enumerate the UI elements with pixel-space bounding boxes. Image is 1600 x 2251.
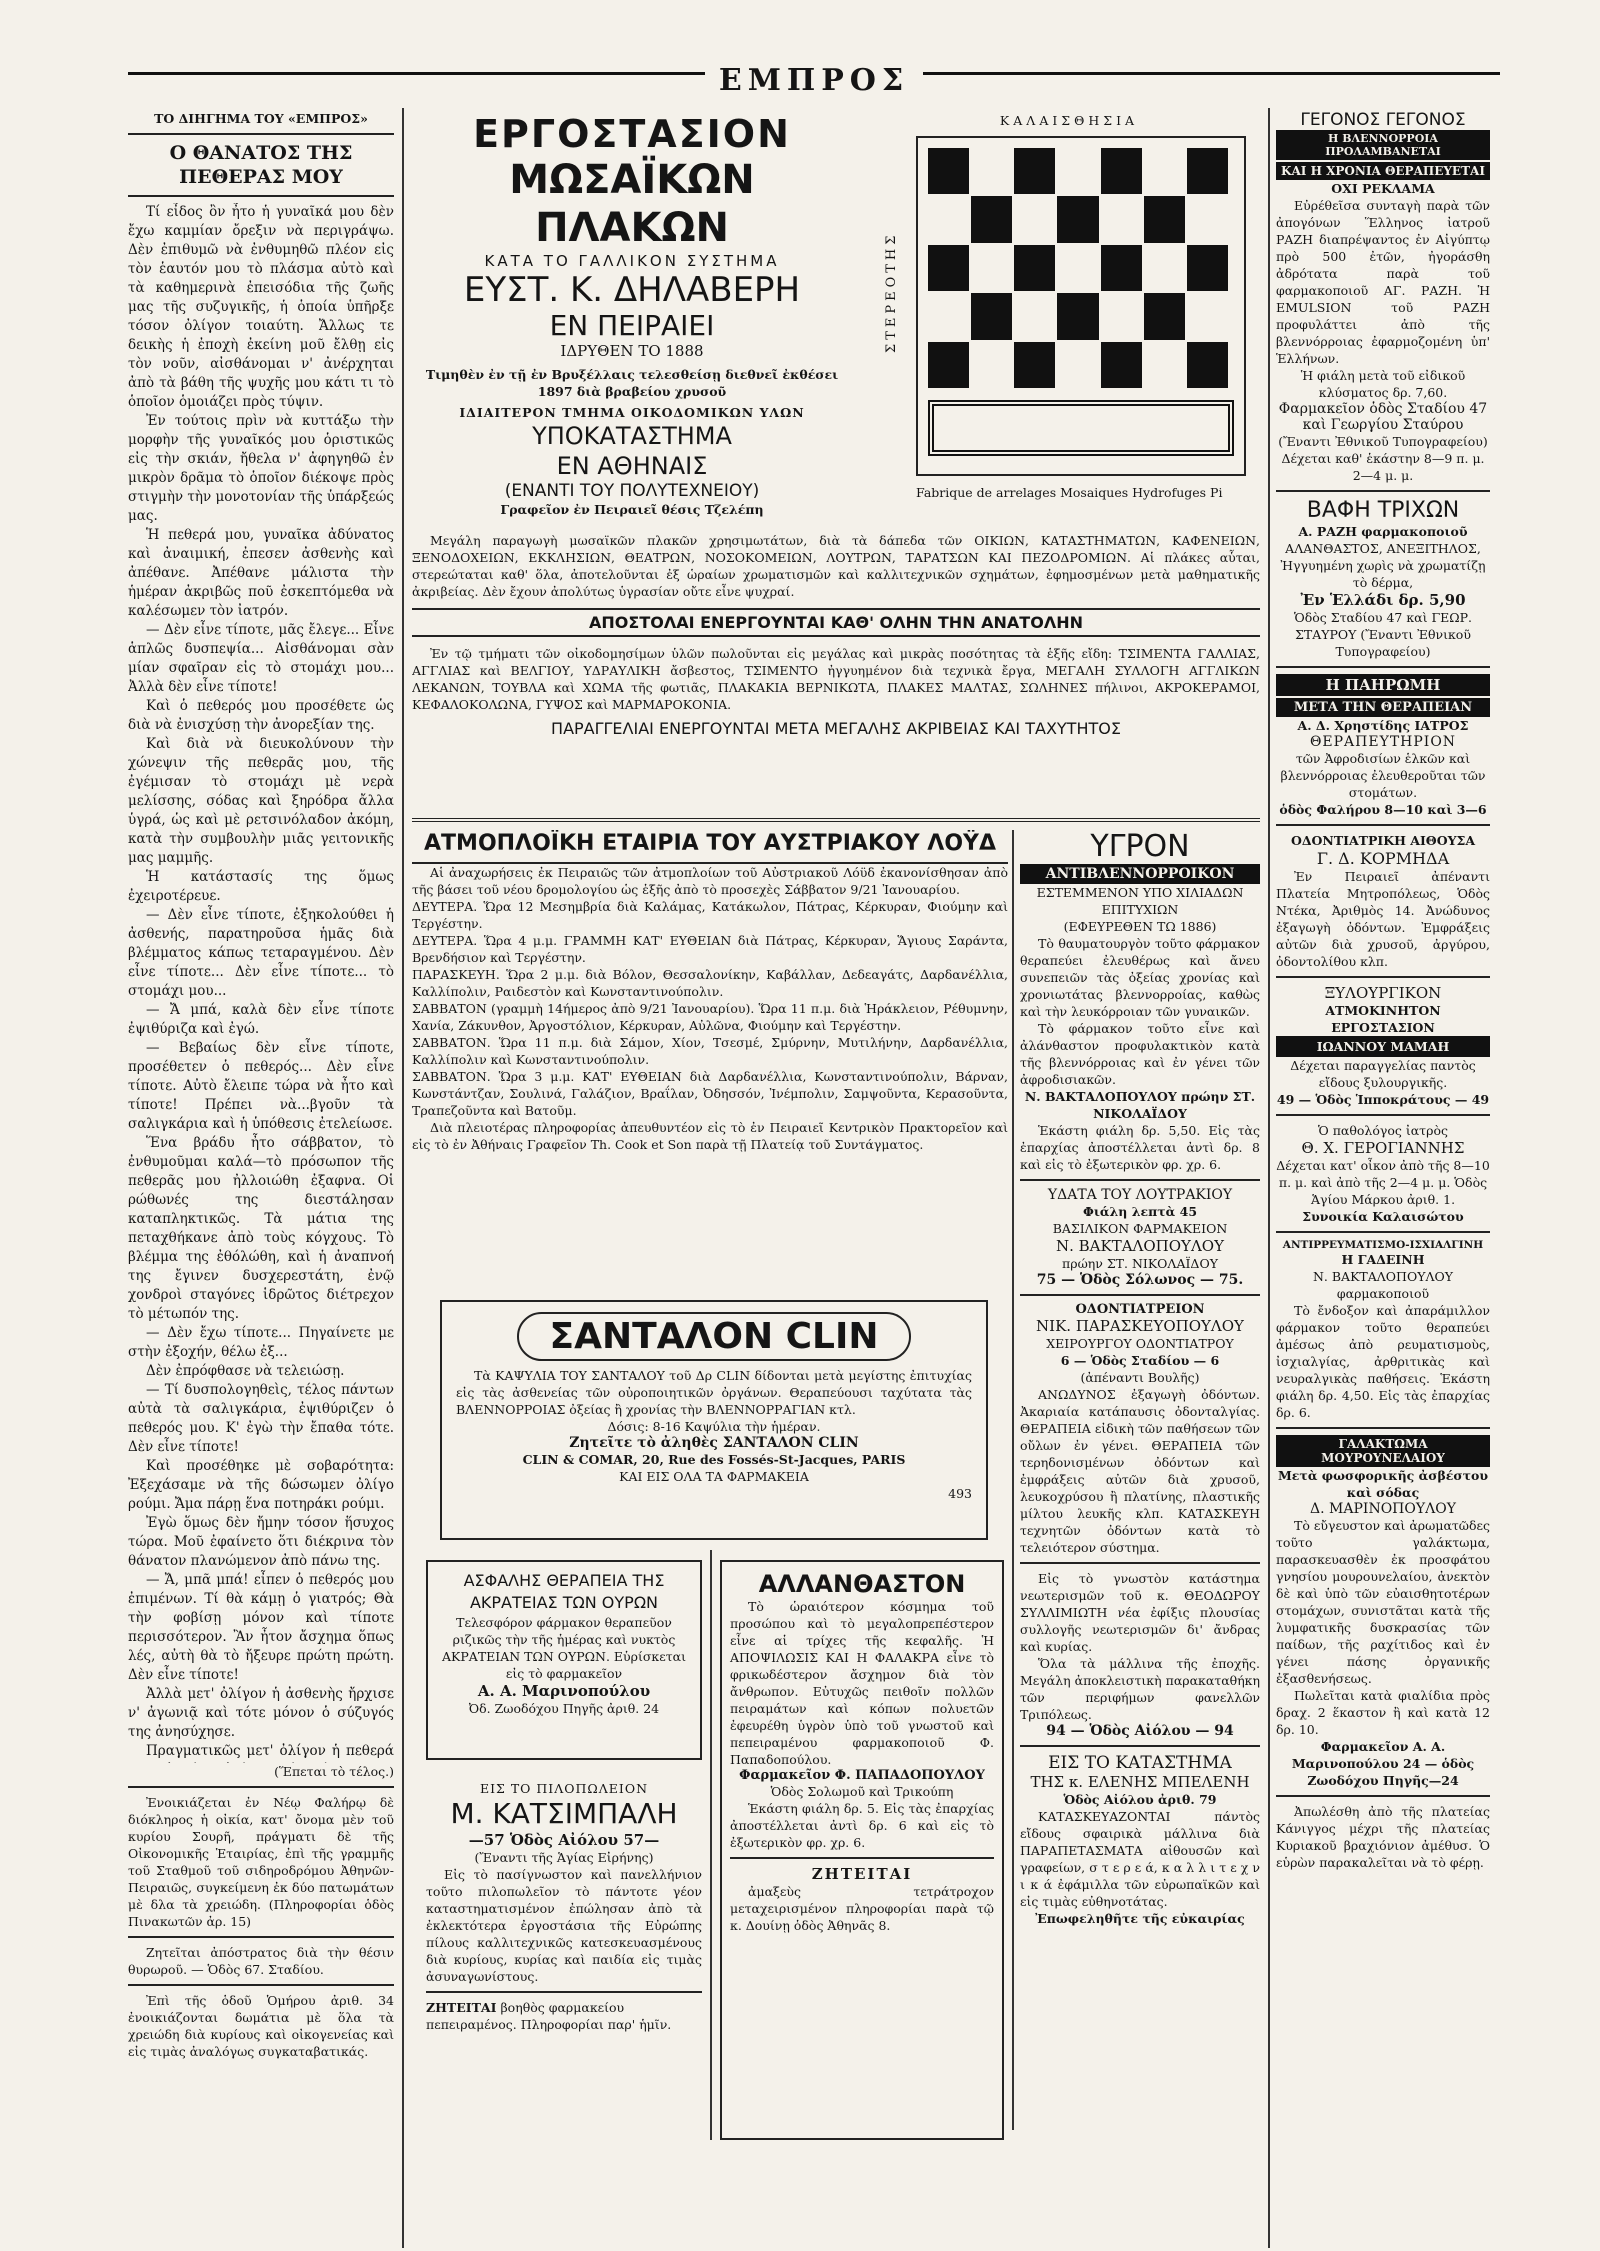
ygron-text-2: Τὸ φάρμακον τοῦτο εἶνε καὶ ἀλάνθαστον προφυλακτικὸν κατὰ τῆς βλεννόρροιας καὶ ἐν γένει τῶν ἀφροδισιακῶν. — [1020, 1021, 1260, 1087]
raze-address: Φαρμακεῖον ὁδὸς Σταδίου 47 καὶ Γεωργίου Σταύρου — [1278, 401, 1488, 433]
story-paragraph: Ἐγὼ ὅμως δὲν ἤμην τόσον ἥσυχος τώρα. Μοῦ ἐφαίνετο ὅτι διέκρινα τὸν θάνατον πλανώμενον ἀπὸ πάνω της. — [128, 1515, 394, 1569]
mosaic-system: ΚΑΤΑ ΤΟ ΓΑΛΛΙΚΟΝ ΣΥΣΤΗΜΑ — [484, 252, 780, 270]
anti-name: Ν. ΒΑΚΤΑΛΟΠΟΥΛΟΥ φαρμακοποιοῦ — [1312, 1269, 1453, 1301]
story-paragraph: Δὲν ἐπρόφθασε νὰ τελειώσῃ. — [146, 1363, 345, 1379]
want-text: βοηθὸς φαρμακείου πεπειραμένος. Πληροφορίαι παρ' ἡμῖν. — [426, 2000, 672, 2032]
column-rule — [1012, 830, 1014, 2130]
anti-text: Τὸ ἔνδοξον καὶ ἀπαράμιλλον φάρμακον τοῦτο θεραπεύει ἀμέσως ἀπὸ ρευματισμοὺς, ἰσχιαλγίας, ἀρθριτικὰς καὶ νευραλγικὰς παθήσεις. Ἑκάστη φιάλη δρ. 4,50. Εἰς τὰς ἐπαρχίας δρ. 6. — [1276, 1303, 1490, 1420]
mosaic-office: Γραφεῖον ἐν Πειραιεῖ θέσις Τζελέπη — [500, 502, 764, 517]
mosaic-opposite: (ΕΝΑΝΤΙ ΤΟΥ ΠΟΛΥΤΕΧΝΕΙΟΥ) — [504, 481, 760, 501]
alanth-ad — [720, 1560, 1004, 2140]
classified-ad: Ἐπὶ τῆς ὁδοῦ Ὁμήρου ἀριθ. 34 ἐνοικιάζονται δωμάτια μὲ ὅλα τὰ χρειώδη διὰ κυρίους καὶ οἰκογενείας καὶ εἰς τιμὰς ἀναλόγως συγκαταβατικάς. — [128, 1993, 394, 2059]
kormida-heading: ΟΔΟΝΤΙΑΤΡΙΚΗ ΑΙΘΟΥΣΑ — [1290, 833, 1476, 848]
water-price: Φιάλη λεπτὰ 45 — [1082, 1204, 1198, 1219]
anti-sub: Η ΓΑΔΕΙΝΗ — [1341, 1252, 1425, 1267]
story-paragraph: Καὶ διὰ νὰ διευκολύνουν τὴν χώνεψιν τῆς πεθερᾶς μου, τῆς ἐγέμισαν τὸ στομάχι μὲ νερὰ μελίσσης, σόδας καὶ ξηρόδρα ἄλλα ὑγρά, ὡς καὶ μὲ ρετσινόλαδον ἀκόμη, κατὰ τὴν συμβουλὴν μιᾶς γειτονικῆς μας μαμμῆς. — [128, 736, 394, 866]
lloyd-note: Διὰ πλειοτέρας πληροφορίας ἀπευθυντέον εἰς τὸ ἐν Πειραιεῖ Κεντρικὸν Πρακτορεῖον καὶ εἰς τὸ ἐν Ἀθήναις Γραφεῖον Th. Cook et Son παρὰ τῇ Πλατείᾳ τοῦ Συντάγματος. — [412, 1120, 1008, 1152]
mpeleni-name: ΤΗΣ κ. ΕΛΕΝΗΣ ΜΠΕΛΕΝΗ — [1030, 1773, 1250, 1791]
story-body — [128, 203, 394, 1763]
acrateia-text: Τελεσφόρον φάρμακον θεραπεῦον ριζικῶς τὴν τῆς ἡμέρας καὶ νυκτὸς ΑΚΡΑΤΕΙΑΝ ΤΩΝ ΟΥΡΩΝ. Εὑρίσκεται εἰς τὸ φαρμακεῖον — [442, 1615, 686, 1681]
lloyd-line: ΣΑΒΒΑΤΟΝ. Ὥρα 11 π.μ. διὰ Σάμον, Χίον, Τσεσμέ, Σμύρνην, Μυτιλήνην, Δαρδανέλλια, Καλλίπολιν καὶ Κωνσταντινούπολιν. — [412, 1035, 1008, 1067]
acrateia-name: Α. Α. Μαρινοπούλου — [477, 1682, 651, 1700]
water-name: Ν. ΒΑΚΤΑΛΟΠΟΥΛΟΥ — [1055, 1237, 1224, 1255]
dye-name: Α. ΡΑΖΗ φαρμακοποιοῦ — [1298, 524, 1468, 539]
santal-genuine: Ζητεῖτε τὸ ἀληθὲς ΣΑΝΤΑΛΟΝ CLIN — [569, 1435, 859, 1451]
ygron-maker: Ν. ΒΑΚΤΑΛΟΠΟΥΛΟΥ πρώην ΣΤ. ΝΙΚΟΛΑΪΔΟΥ — [1024, 1089, 1256, 1121]
gerog-foot: Συνοικία Καλαισώτου — [1302, 1209, 1464, 1224]
lloyd-line: ΣΑΒΒΑΤΟΝ. Ὥρα 3 μ.μ. ΚΑΤ' ΕΥΘΕΙΑΝ διὰ Δαρδανέλλια, Κωνσταντινούπολιν, Βάρναν, Κωνστάντζαν, Σουλινά, Γαλάζιον, Βραΐλαν, Ὀδησσόν, Ἰνέμπολιν, Σαμψοῦντα, Κερασοῦντα, Τραπεζοῦντα καὶ Βατοῦμ. — [412, 1069, 1008, 1118]
sylaimiotis-text: Εἰς τὸ γνωστὸν κατάστημα νεωτερισμῶν τοῦ κ. ΘΕΟΔΩΡΟΥ ΣΥΛΛΙΜΙΩΤΗ νέα ἐφίξις πλουσίας συλλογῆς νεωτερισμῶν δι' ἄνδρας καὶ κυρίας. — [1020, 1571, 1260, 1654]
santal-sold: ΚΑΙ ΕΙΣ ΟΛΑ ΤΑ ΦΑΡΜΑΚΕΙΑ — [619, 1469, 809, 1484]
story-paragraph: — Δὲν εἶνε τίποτε, ἐξηκολούθει ἡ ἀσθενής, παρατηροῦσα ἡμᾶς διὰ βλέμματος κάπως τεταραγμένου. Δὲν εἶνε τίποτε... Δὲν εἶνε τίποτε... τὸ στομάχι μου... — [128, 907, 394, 999]
story-title: Ο ΘΑΝΑΤΟΣ ΤΗΣ ΠΕΘΕΡΑΣ ΜΟΥ — [169, 142, 353, 188]
cure-address: ὁδὸς Φαλήρου 8—10 καὶ 3—6 — [1279, 802, 1487, 817]
story-paragraph: — Βεβαίως δὲν εἶνε τίποτε, προσέθετεν ὁ πεθερός... Δὲν εἶνε τίποτε. Αὐτὸ ἔλειπε τώρα νὰ ἦτο καὶ τίποτε! Πρέπει νὰ...βγοῦν τὰ σαλιγκάρια καὶ ἡ ὑπόθεσις ἐτελείωσε. — [128, 1040, 394, 1132]
galakt-address: Φαρμακεῖον Α. Α. Μαρινοπούλου 24 — ὁδὸς Ζωοδόχου Πηγῆς—24 — [1291, 1739, 1475, 1788]
mosaic-award: Τιμηθὲν ἐν τῇ ἐν Βρυξέλλαις τελεσθείσῃ διεθνεῖ ἐκθέσει 1897 διὰ βραβείου χρυσοῦ — [425, 367, 839, 399]
lloyd-line: ΔΕΥΤΕΡΑ. Ὥρα 12 Μεσημβρία διὰ Καλάμας, Κατάκωλον, Πάτρας, Κέρκυραν, Φιούμην καὶ Τεργέστην. — [412, 899, 1008, 931]
dye-text: Ἠγγυημένη χωρὶς νὰ χρωματίζῃ τὸ δέρμα, — [1280, 558, 1486, 590]
cure-title-2: ΜΕΤΑ ΤΗΝ ΘΕΡΑΠΕΙΑΝ — [1276, 698, 1490, 717]
cure-name: Α. Δ. Χρηστίδης ΙΑΤΡΟΣ — [1297, 718, 1469, 733]
mosaic-footer: ΠΑΡΑΓΓΕΛΙΑΙ ΕΝΕΡΓΟΥΝΤΑΙ ΜΕΤΑ ΜΕΓΑΛΗΣ ΑΚΡΙΒΕΙΑΣ ΚΑΙ ΤΑΧΥΤΗΤΟΣ — [551, 719, 1121, 738]
mosaic-founded: ΙΔΡΥΘΕΝ ΤΟ 1888 — [560, 342, 704, 360]
story-paragraph: — Ἄ μπά, καλὰ δὲν εἶνε τίποτε ἐψιθύριζα καὶ ἐγώ. — [128, 1002, 394, 1037]
water-where: ΒΑΣΙΛΙΚΟΝ ΦΑΡΜΑΚΕΙΟΝ — [1052, 1221, 1228, 1236]
ygron-year: (ΕΦΕΥΡΕΘΕΝ ΤΩ 1886) — [1063, 919, 1217, 934]
mosaic-city: ΕΝ ΑΘΗΝΑΙΣ — [556, 452, 708, 480]
katsimpali-name: Μ. ΚΑΤΣΙΜΠΑΛΗ — [450, 1797, 678, 1830]
katsimpali-pre: ΕΙΣ ΤΟ ΠΙΛΟΠΩΛΕΙΟΝ — [479, 1781, 649, 1796]
column-rule — [402, 108, 404, 2248]
alanth-text: Τὸ ὡραιότερον κόσμημα τοῦ προσώπου καὶ τὸ μεγαλοπρεπέστερον εἶνε αἱ τρίχες τῆς κεφαλῆς. Ἡ ΑΠΟΨΙΛΩΣΙΣ ΚΑΙ Η ΦΑΛΑΚΡΑ εἶνε τὸ φρικωδέστερον ἄσχημον διὰ τὸν ἄνθρωπον. Εὐτυχῶς πειθοῖν πολλῶν πειραμάτων καὶ κόπων πολυετῶν ἐφευρέθη ὑγρὸν ὑπὸ τοῦ γνωστοῦ καὶ πεπειραμένου φαρμακοποιοῦ Φ. Παπαδοπούλου. — [730, 1599, 994, 1767]
classified-ad: Ζητεῖται ἀπόστρατος διὰ τὴν θέσιν θυρωροῦ. — Ὁδὸς 67. Σταδίου. — [128, 1945, 394, 1977]
ygron-title-2: ΑΝΤΙΒΛΕΝΝΟΡΡΟΙΚΟΝ — [1020, 864, 1260, 884]
galakt-text: Τὸ εὔγευστον καὶ ἀρωματῶδες τοῦτο γαλάκτωμα, παρασκευασθὲν ἐκ προσφάτου γνησίου μουρουνελαίου, ἀνεκτὸν δὲ καὶ ὑπὸ τῶν εὐαισθητοτέρων στομάχων, συνιστᾶται κατὰ τῆς λυμφατικῆς δυσκρασίας τῶν παίδων, τῆς ραχίτιδος καὶ ἐν γένει πάσης ὀργανικῆς ἐξασθενήσεως. — [1276, 1518, 1490, 1686]
mpeleni-foot: Ἐπωφεληθῆτε τῆς εὐκαιρίας — [1035, 1911, 1245, 1926]
mosaic-location: ΕΝ ΠΕΙΡΑΙΕΙ — [549, 309, 715, 342]
ygron-title: ΥΓΡΟΝ — [1090, 830, 1190, 864]
ygron-price: Ἑκάστη φιάλη δρ. 5,50. Εἰς τὰς ἐπαρχίας ἀποστέλλεται ἀντὶ δρ. 8 καὶ εἰς τὸ ἐξωτερικὸν φρ. χρ. 6. — [1020, 1123, 1260, 1172]
story-paragraph: Τί εἶδος ὂν ἦτο ἡ γυναῖκά μου δὲν ἔχω καμμίαν ὄρεξιν νὰ περιγράψω. Δὲν ἐπιθυμῶ νὰ ἐνθυμηθῶ πλέον εἰς τὸν ἑαυτόν μου τὸ πλάσμα αὐτὸ καὶ τὰ καθημερινὰ ἐπεισόδια τῆς ζωῆς μας τῆς συζυγικῆς, ἡ ὁποία ὑπῆρξε τόσον ὀλίγον τοιαύτη. Ἄλλως τε δεικὴς ἡ ἐποχὴ ἐκείνη μοῦ ἔλθῃ εἰς τὸν νοῦν, αἰσθάνομαι ν' ἀνέρχηται ἀπὸ τὰ βάθη τῆς ψυχῆς μου κάτι τι τὸ ὁποῖον ὁμοιάζει πρὸς τύψιν. — [128, 204, 394, 410]
water-title: ΥΔΑΤΑ ΤΟΥ ΛΟΥΤΡΑΚΙΟΥ — [1047, 1187, 1233, 1203]
column-rule — [710, 1550, 712, 2140]
alanth-title: ΑΛΛΑΝΘΑΣΤΟΝ — [758, 1570, 966, 1598]
dye-address: Ὁδὸς Σταδίου 47 καὶ ΓΕΩΡ. ΣΤΑΥΡΟΥ (Ἔναντι Ἐθνικοῦ Τυπογραφείου) — [1293, 610, 1473, 659]
mosaic-image-side-label: ΣΤΕΡΕΟΤΗΣ — [884, 231, 899, 353]
dentist-name: ΝΙΚ. ΠΑΡΑΣΚΕΥΟΠΟΥΛΟΥ — [1036, 1317, 1244, 1335]
ygron-column — [1020, 830, 1260, 2140]
masthead-rule — [128, 63, 1500, 101]
right-h2: Η ΒΛΕΝΝΟΡΡΟΙΑ ΠΡΟΛΑΜΒΑΝΕΤΑΙ — [1276, 130, 1490, 160]
kormida-name: Γ. Δ. ΚΟΡΜΗΔΑ — [1316, 849, 1450, 868]
xyl-sub: ΑΤΜΟΚΙΝΗΤΟΝ ΕΡΓΟΣΤΑΣΙΟΝ — [1325, 1003, 1441, 1035]
alanth-price: Ἑκάστη φιάλη δρ. 5. Εἰς τὰς ἐπαρχίας ἀποστέλλεται ἀντὶ δρ. 6 καὶ εἰς τὸ ἐξωτερικὸν φρ. χρ. 6. — [730, 1801, 994, 1850]
mosaic-image-label: ΚΑΛΑΙΣΘΗΣΙΑ — [999, 113, 1139, 128]
dye-sub: ΑΛΑΝΘΑΣΤΟΣ, ΑΝΕΞΙΤΗΛΟΣ, — [1285, 541, 1481, 556]
story-paragraph: Ἀλλὰ μετ' ὀλίγον ἡ ἀσθενὴς ἤρχισε ν' ἀγωνιᾷ καὶ τότε μόνον ὁ σύζυγός της ἀνησύχησε. — [128, 1686, 394, 1740]
story-paragraph: Ἕνα βράδυ ἦτο σάββατον, τὸ ἐνθυμοῦμαι καλά—τὸ πρόσωπον τῆς πεθερᾶς μου ἠλλοιώθη ἐξαφνα. Οἱ ρώθωνές της διεστάλησαν καταπληκτικῶς. Τὰ μάτια της πεταχθήκανε ἀπὸ τοὺς κόγχους. Τὸ βλέμμα της ἐθόλώθη, καὶ ἡ ἀναπνοή της ἔγινεν δυσχερεστάτη, ἐνῷ χονδροὶ σταγόνες ἱδρῶτος διέτρεχον τὸ μέτωπόν της. — [128, 1135, 394, 1322]
dentist-address: 6 — Ὁδὸς Σταδίου — 6 — [1060, 1353, 1220, 1368]
right-h3: ΚΑΙ Η ΧΡΟΝΙΑ ΘΕΡΑΠΕΥΕΤΑΙ — [1276, 162, 1490, 180]
cure-title: Η ΠΑΗΡΩΜΗ — [1276, 674, 1490, 696]
sylaimiotis-address: 94 — Ὁδὸς Αἰόλου — 94 — [1046, 1723, 1234, 1739]
right-h4: ΟΧΙ ΡΕΚΛΑΜΑ — [1331, 181, 1435, 196]
gerog-text: Δέχεται κατ' οἶκον ἀπὸ τῆς 8—10 π. μ. καὶ ἀπὸ τῆς 2—4 μ. μ. Ὁδὸς Ἁγίου Μάρκου ἀριθ. 1. — [1276, 1158, 1490, 1207]
galakt-heading: ΓΑΛΑΚΤΩΜΑ ΜΟΥΡΟΥΝΕΛΑΙΟΥ — [1276, 1435, 1490, 1467]
santal-ad — [440, 1300, 988, 1540]
tile-pattern — [916, 136, 1246, 476]
xyl-heading: ΞΥΛΟΥΡΓΙΚΟΝ — [1324, 984, 1442, 1002]
santal-address: CLIN & COMAR, 20, Rue des Fossés-St-Jacques, PARIS — [522, 1452, 906, 1467]
story-continued: (Ἕπεται τὸ τέλος.) — [274, 1764, 394, 1779]
mosaic-owner: ΕΥΣΤ. Κ. ΔΗΛΑΒΕΡΗ — [463, 270, 801, 310]
katsimpali-address: —57 Ὁδὸς Αἰόλου 57— — [468, 1831, 660, 1849]
raze-hours: Δέχεται καθ' ἑκάστην 8—9 π. μ. 2—4 μ. μ. — [1281, 451, 1485, 483]
column-story — [128, 110, 394, 2250]
lloyd-line: ΣΑΒΒΑΤΟΝ (γραμμὴ 14ήμερος ἀπὸ 9/21 Ἰανουαρίου). Ὥρα 11 π.μ. διὰ Ἡράκλειον, Ρέθυμνην, Χανία, Ζάκυνθον, Ἀργοστόλιον, Κέρκυραν, Αὐλῶνα, Φιούμην καὶ Τεργέστην. — [412, 1001, 1008, 1033]
lloyd-ad — [412, 830, 1008, 1280]
story-paragraph: Πραγματικῶς μετ' ὀλίγον ἡ πεθερά — [146, 1743, 394, 1759]
xyl-address: 49 — Ὁδὸς Ἱπποκράτους — 49 — [1276, 1092, 1490, 1107]
xyl-text: Δέχεται παραγγελίας παντὸς εἴδους ξυλουργικῆς. — [1290, 1058, 1476, 1090]
story-paragraph: Ἡ πεθερά μου, γυναῖκα ἀδύνατος καὶ ἀναιμική, ἐπεσεν ἀσθενὴς καὶ ἀπέθανε. Ἀπέθανε μάλιστα τὴν ἡμέραν ἀκριβῶς ποῦ ἐσκεπτόμεθα νὰ καλέσωμεν τὸν ἰατρόν. — [128, 527, 394, 619]
cure-text: τῶν Ἀφροδισίων ἑλκῶν καὶ βλεννόρροιας ἐλευθεροῦται τῶν στομάτων. — [1280, 751, 1486, 800]
acrateia-ad — [426, 1560, 702, 1760]
raze-text: Εὐρέθεῖσα συνταγὴ παρὰ τῶν ἀπογόνων Ἕλληνος ἰατροῦ ΡΑΖΗ διαπρέψαντος ἐν Αἰγύπτῳ πρὸ 500 ἐτῶν, ἠγοράσθη ἀδρότατα παρὰ τοῦ φαρμακοποιοῦ ΑΓ. ΡΑΖΗ. Ἡ EMULSION τοῦ ΡΑΖΗ προφυλάττει ἀπὸ τῆς βλεννόρροιας ἐφαρμοζομένη ὑπ' Ἑλλήνων. — [1276, 198, 1490, 366]
lloyd-line: ΠΑΡΑΣΚΕΥΗ. Ὥρα 2 μ.μ. διὰ Βόλον, Θεσσαλονίκην, Καβάλλαν, Δεδεαγάτς, Δαρδανέλλια, Καλλίπολιν, Ραιδεστὸν καὶ Κωνσταντινούπολιν. — [412, 967, 1008, 999]
gerog-name: Θ. Χ. ΓΕΡΟΓΙΑΝΝΗΣ — [1301, 1139, 1465, 1157]
dentist-heading: ΟΔΟΝΤΙΑΤΡΕΙΟΝ — [1075, 1302, 1205, 1317]
galakt-price: Πωλεῖται κατὰ φιαλίδια πρὸς δραχ. 2 ἕκαστον ἢ καὶ κατὰ 12 δρ. 10. — [1276, 1688, 1490, 1737]
mosaic-banner: ΑΠΟΣΤΟΛΑΙ ΕΝΕΡΓΟΥΝΤΑΙ ΚΑΘ' ΟΛΗΝ ΤΗΝ ΑΝΑΤΟΛΗΝ — [412, 608, 1260, 637]
story-paragraph: — Ἄ, μπᾶ μπά! εἶπεν ὁ πεθερός μου ἐπιμένων. Τί θὰ κάμῃ ὁ γιατρός; Θὰ τὴν φοβίσῃ μόνον καὶ τίποτε περισσότερον. Ἂν ἦτον ἄσχημα ὅπως λές, αὐτὴ θὰ τὸ ἤξευρε πρώτη πρώτη. Δὲν εἶνε τίποτε! — [128, 1572, 394, 1683]
santal-text: Τὰ ΚΑΨΥΛΙΑ ΤΟΥ ΣΑΝΤΑΛΟΥ τοῦ Δρ CLIN δίδονται μετὰ μεγίστης ἐπιτυχίας εἰς τὰς ἀσθενείας τῶν οὐροποιητικῶν ὀργάνων. Θεραπεύουσι ταχύτατα τὰς ΒΛΕΝΝΟΡΡΟΙΑΣ ὀξείας ἢ χρονίας τὴν ΒΛΕΝΝΟΡΡΑΓΙΑΝ κτλ. — [456, 1368, 972, 1417]
story-paragraph: Καὶ ὁ πεθερός μου προσέθετε ὡς διὰ νὰ ἐνισχύσῃ τὴν ἀνορεξίαν της. — [128, 698, 394, 733]
story-paragraph: Ἐν τούτοις πρὶν νὰ κυττάξω τὴν μορφὴν τῆς γυναῖκός μου ὁριστικῶς εἰς τὴν σκιάν, ἤθελα ν' ἀφηγηθῶ ἐν μικρὸν δρᾶμα τὸ ὁποῖον διέκοψε πρὸς στιγμὴν τὴν μονοτονίαν τῆς ὑπάρξεώς μας. — [128, 413, 394, 524]
mosaic-image-caption: Fabrique de arrelages Mosaiques Hydrofuges Pi — [916, 485, 1223, 500]
santal-dose: Δόσις: 8-16 Καψύλια τὴν ἡμέραν. — [607, 1419, 821, 1434]
lloyd-intro: Αἱ ἀναχωρήσεις ἐκ Πειραιῶς τῶν ἀτμοπλοίων τοῦ Αὐστριακοῦ Λόϋδ ἐκανονίσθησαν ἀπὸ τῆς βάσει τοῦ νέου δρομολογίου ὡς ἑξῆς ἀπὸ τὸ προσεχὲς Σάββατον 9/21 Ἰανουαρίου. — [412, 865, 1008, 897]
story-paragraph: — Δὲν εἶνε τίποτε, μᾶς ἔλεγε... Εἶνε ἁπλῶς δυσπεψία... Αἰσθάνομαι σὰν μίαν σφαῖραν εἰς τὸ στομάχι μου... Ἀλλὰ δὲν εἶνε τίποτε! — [128, 622, 394, 695]
mosaic-body: Μεγάλη παραγωγὴ μωσαϊκῶν πλακῶν χρησιμωτάτων, διὰ τὰ δάπεδα τῶν ΟΙΚΙΩΝ, ΚΑΤΑΣΤΗΜΑΤΩΝ, ΚΑΦΕΝΕΙΩΝ, ΞΕΝΟΔΟΧΕΙΩΝ, ΕΚΚΛΗΣΙΩΝ, ΘΕΑΤΡΩΝ, ΝΟΣΟΚΟΜΕΙΩΝ, ΛΟΥΤΡΩΝ, ΤΑΡΑΤΣΩΝ ΚΑΙ ΠΕΖΟΔΡΟΜΙΩΝ. Αἱ πλάκες αὗται, στερεώταται καθ' ὅλα, ἀποτελοῦνται ἐξ ὡραίων χρωματισμῶν καὶ καλλιτεχνικῶν σχημάτων, ἐφημοσμένων μετὰ μαθηματικῆς ἀκριβείας. Δὲν ἔχουν ἀπολύτως ὑγρασίαν οὔτε εἶνε ψυχραί. — [412, 533, 1260, 599]
section-rule — [412, 818, 1260, 822]
lost-notice: Ἀπωλέσθη ἀπὸ τῆς πλατείας Κάνιγγος μέχρι τῆς πλατείας Κυριακοῦ βραχιόνιον ἀμέθυσ. Ὁ εὑρὼν παρακαλεῖται νὰ τὸ φέρῃ. — [1276, 1804, 1490, 1870]
story-kicker: ΤΟ ΔΙΗΓΗΜΑ ΤΟΥ «ΕΜΠΡΟΣ» — [154, 111, 368, 126]
mosaic-image — [884, 112, 1254, 512]
right-h1: ΓΕΓΟΝΟΣ ΓΕΓΟΝΟΣ — [1300, 110, 1466, 130]
water-address: 75 — Ὁδὸς Σόλωνος — 75. — [1036, 1272, 1244, 1288]
ygron-text: Τὸ θαυματουργὸν τοῦτο φάρμακον θεραπεύει ἐλευθέρως καὶ ἄνευ συνεπειῶν τὰς ὀξείας χρονίας καὶ χρονιωτάτας βλεννορροίας, καθὼς καὶ τὴν λευκόρροιαν τῶν γυναικῶν. — [1020, 936, 1260, 1019]
sylaimiotis-text-2: Ὅλα τὰ μάλλινα τῆς ἐποχῆς. Μεγάλη ἀποκλειστικὴ παρακαταθήκη τῶν περιφήμων φανελλῶν Τριπόλεως. — [1020, 1656, 1260, 1722]
santal-number: 493 — [948, 1486, 972, 1501]
dentist-sub: (ἀπέναντι Βουλῆς) — [1080, 1370, 1200, 1385]
cure-sub: ΘΕΡΑΠΕΥΤΗΡΙΟΝ — [1309, 734, 1457, 750]
dentist-text: ΑΝΩΔΥΝΟΣ ἐξαγωγὴ ὀδόντων. Ἀκαριαία κατάπαυσις ὀδονταλγίας. ΘΕΡΑΠΕΙΑ εἰδικὴ τῶν παθήσεων τῶν οὔλων ἐν γένει. ΘΕΡΑΠΕΙΑ τῶν τερηδονισμένων ὀδόντων καὶ ἐμφράξεις αὐτῶν διὰ χρυσοῦ, λευκοχρύσου ἢ πλατίνης, πλαστικῆς μίλτου λευκῆς κλπ. ΚΑΤΑΣΚΕΥΗ τεχνητῶν ὀδόντων κατὰ τὸ τελειότερον σύστημα. — [1020, 1387, 1260, 1555]
greek-key-border — [928, 400, 1234, 456]
mpeleni-pre: ΕΙΣ ΤΟ ΚΑΤΑΣΤΗΜΑ — [1048, 1753, 1232, 1773]
alanth-name: Φαρμακεῖον Φ. ΠΑΠΑΔΟΠΟΥΛΟΥ — [739, 1768, 985, 1783]
acrateia-address: Ὀδ. Ζωοδόχου Πηγῆς ἀριθ. 24 — [468, 1701, 660, 1716]
mpeleni-text: ΚΑΤΑΣΚΕΥΑΖΟΝΤΑΙ πάντὸς εἴδους σφαιρικὰ μάλλινα διὰ ΠΑΡΑΠΕΤΑΣΜΑΤΑ αἰθουσῶν καὶ γραφείων, σ τ ε ρ ε ά, κ α λ λ ι τ ε χ ν ι κ ά ἐφάμιλλα τῶν εὐρωπαϊκῶν καὶ εἰς τιμὰς εὐθηνοτάτας. — [1020, 1809, 1260, 1909]
raze-price: Ἡ φιάλη μετὰ τοῦ εἰδικοῦ κλύσματος δρ. 7,60. — [1300, 368, 1466, 400]
mosaic-ad — [412, 112, 1260, 818]
mosaic-heading-2: ΜΩΣΑΪΚΩΝ ΠΛΑΚΩΝ — [509, 157, 755, 251]
story-paragraph: — Τί δυσπολογηθεὶς, τέλος πάντων αὐτὰ τὰ σαλιγκάρια, ἐψιθύριζεν ὁ πεθερός μου. Κ' ἐγὼ τὴν ἔπαθα τότε. Δὲν εἶνε τίποτε! — [128, 1382, 394, 1455]
raze-address-2: (Ἔναντι Ἐθνικοῦ Τυπογραφείου) — [1278, 434, 1488, 449]
mosaic-special: ΙΔΙΑΙΤΕΡΟΝ ΤΜΗΜΑ ΟΙΚΟΔΟΜΙΚΩΝ ΥΛΩΝ — [459, 405, 805, 420]
mosaic-branch: ΥΠΟΚΑΤΑΣΤΗΜΑ — [532, 422, 732, 450]
gerog-heading: Ὁ παθολόγος ἰατρὸς — [1318, 1123, 1448, 1138]
galakt-name: Δ. ΜΑΡΙΝΟΠΟΥΛΟΥ — [1310, 1501, 1456, 1517]
alanth-want-text: ἀμαξεὺς τετράτροχον μεταχειρισμένον πληροφορίαι παρὰ τῷ κ. Δουίνῃ ὁδὸς Ἀθηνᾶς 8. — [730, 1884, 994, 1933]
story-paragraph: — Δὲν ἔχω τίποτε... Πηγαίνετε με στὴν ἐξοχήν, θέλω ἐξ... — [128, 1325, 394, 1360]
dye-price: Ἐν Ἑλλάδι δρ. 5,90 — [1300, 591, 1466, 609]
lloyd-title: ΑΤΜΟΠΛΟΪΚΗ ΕΤΑΙΡΙΑ ΤΟΥ ΑΥΣΤΡΙΑΚΟΥ ΛΟΫΔ — [412, 830, 1008, 864]
kormida-text: Ἐν Πειραιεῖ ἀπέναντι Πλατεία Μητροπόλεως, Ὁδὸς Ντέκα, Ἀριθμὸς 14. Ἀνώδυνος ἐξαγωγὴ ὀδόντων. Ἐμφράξεις αὐτῶν διὰ χρυσοῦ, ἀργύρου, ὀδοντολίθου κλπ. — [1276, 869, 1490, 969]
katsimpali-sub: (Ἔναντι τῆς Ἁγίας Εἰρήνης) — [474, 1850, 654, 1865]
dentist-role: ΧΕΙΡΟΥΡΓΟΥ ΟΔΟΝΤΙΑΤΡΟΥ — [1046, 1336, 1234, 1351]
tile-grid — [928, 148, 1228, 388]
galakt-sub: Μετὰ φωσφορικῆς ἀσβέστου καὶ σόδας — [1277, 1468, 1489, 1500]
katsimpali-ad — [426, 1780, 702, 2140]
alanth-want: ΖΗΤΕΙΤΑΙ — [811, 1865, 913, 1883]
column-right — [1276, 110, 1490, 2250]
masthead-title: ΕΜΠΡΟΣ — [705, 63, 923, 98]
santal-title: ΣΑΝΤΑΛΟΝ CLIN — [517, 1312, 910, 1361]
anti-heading: ΑΝΤΙΡΡΕΥΜΑΤΙΣΜΟ-ΙΣΧΙΑΛΓΙΝΗ — [1282, 1239, 1484, 1251]
xyl-name: ΙΩΑΝΝΟΥ ΜΑΜΑΗ — [1276, 1036, 1490, 1057]
alanth-address: Ὁδὸς Σολωμοῦ καὶ Τρικούπη — [770, 1784, 954, 1799]
want-label: ΖΗΤΕΙΤΑΙ — [426, 2000, 497, 2015]
mosaic-heading: ΕΡΓΟΣΤΑΣΙΟΝ — [473, 112, 791, 156]
lloyd-line: ΔΕΥΤΕΡΑ. Ὥρα 4 μ.μ. ΓΡΑΜΜΗ ΚΑΤ' ΕΥΘΕΙΑΝ διὰ Πάτρας, Κέρκυραν, Ἅγιους Σαράντα, Βρενδήσιον καὶ Τεργέστην. — [412, 933, 1008, 965]
acrateia-title: ΑΣΦΑΛΗΣ ΘΕΡΑΠΕΙΑ ΤΗΣ ΑΚΡΑΤΕΙΑΣ ΤΩΝ ΟΥΡΩΝ — [463, 1571, 665, 1612]
dye-title: ΒΑΦΗ ΤΡΙΧΩΝ — [1306, 498, 1460, 523]
mpeleni-address: Ὁδὸς Αἰόλου ἀριθ. 79 — [1063, 1792, 1217, 1807]
ygron-sub: ΕΣΤΕΜΜΕΝΟΝ ΥΠΟ ΧΙΛΙΑΔΩΝ ΕΠΙΤΥΧΙΩΝ — [1036, 885, 1244, 917]
story-paragraph: Ἡ κατάστασίς της ὅμως ἐχειροτέρευε. — [128, 869, 394, 904]
story-paragraph: Καὶ προσέθηκε μὲ σοβαρότητα: Ἐξεχάσαμε νὰ τῆς δώσωμεν ὀλίγο ρούμι. Ἄμα πάρῃ ἕνα ποτηράκι ρούμι. — [128, 1458, 394, 1512]
column-rule — [1268, 108, 1270, 2248]
water-prev: πρώην ΣΤ. ΝΙΚΟΛΑΪΔΟΥ — [1062, 1256, 1218, 1271]
mosaic-materials: Ἐν τῷ τμήματι τῶν οἰκοδομησίμων ὑλῶν πωλοῦνται εἰς μεγάλας καὶ μικρὰς ποσότητας τὰ ἑξῆς εἴδη: ΤΣΙΜΕΝΤΑ ΓΑΛΛΙΑΣ, ΑΓΓΛΙΑΣ καὶ ΒΕΛΓΙΟΥ, ΥΔΡΑΥΛΙΚΗ ἄσβεστος, ΤΣΙΜΕΝΤΟ ἠγγυημένον διὰ τεχνικὰ ἔργα, ΜΕΓΑΛΗ ΣΥΛΛΟΓΗ ΑΓΓΛΙΚΩΝ ΛΕΚΑΝΩΝ, ΤΟΥΒΛΑ καὶ ΧΩΜΑ τῆς φωτιᾶς, ΠΛΑΚΑΚΙΑ ΒΕΡΝΙΚΩΤΑ, ΠΛΑΚΕΣ ΜΑΛΤΑΣ, ΣΩΛΗΝΕΣ πήλινοι, ΑΚΡΟΚΕΡΑΜΟΙ, ΚΕΦΑΛΟΚΟΛΩΝΑ, ΓΥΨΟΣ καὶ ΜΑΡΜΑΡΟΚΟΝΙΑ. — [412, 646, 1260, 712]
classified-ad: Ἐνοικιάζεται ἐν Νέῳ Φαλήρῳ δὲ διόκληρος ἡ οἰκία, κατ' ὄνομα μὲν τοῦ κυρίου Σουρῆ, πράγματι δὲ τῆς Οἰκονομικῆς Ἑταιρίας, ἐπὶ τῆς γραμμῆς τοῦ Σταθμοῦ τοῦ σιδηροδρόμου Ἀθηνῶν-Πειραιῶς, συγκείμενη ἐκ δύο πατωμάτων μὲ δλα τὰ χρειώδη. (Πληροφορίαι ὁδὸς Πινακωτῶν ἀρ. 15) — [128, 1795, 394, 1929]
katsimpali-text: Εἰς τὸ πασίγνωστον καὶ πανελλήνιον τοῦτο πιλοπωλεῖον τὸ πάντοτε γέον καταστηματισμένον ἐπώλησαν ἀπὸ τὰ ἐκλεκτότερα ἐργοστάσια τῆς Εὐρώπης πίλους καλλιτεχνικῶς κατεσκευασμένους διὰ κυρίους, κυρίας καὶ παιδία εἰς τιμὰς ἀσυναγωνίστους. — [426, 1867, 702, 1984]
